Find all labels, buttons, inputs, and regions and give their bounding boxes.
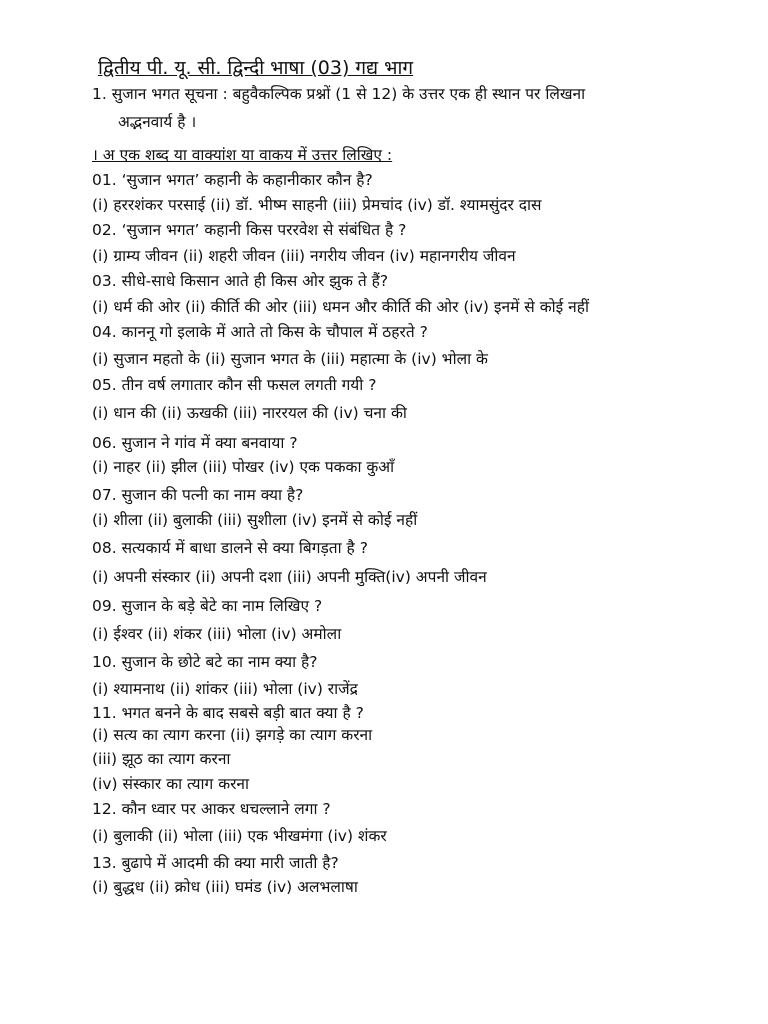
question-text: 07. सुजान की पत्नी का नाम क्या है? <box>92 486 304 504</box>
answer-options: (i) बुद्धध (ii) क्रोध (iii) घमंड (iv) अलभलाषा <box>92 878 358 896</box>
question-text: 12. कौन ध्वार पर आकर धचल्लाने लगा ? <box>92 800 331 818</box>
question-text: 04. काननू गो इलाके में आते तो किस के चौपाल में ठहरते ? <box>92 323 428 341</box>
answer-options: (i) शीला (ii) बुलाकी (iii) सुशीला (iv) इनमें से कोई नहीं <box>92 511 418 529</box>
answer-options: (i) धर्म की ओर (ii) कीर्ति की ओर (iii) धमन और कीर्ति की ओर (iv) इनमें से कोई नहीं <box>92 298 589 316</box>
answer-options: (i) सत्य का त्याग करना (ii) झगड़े का त्याग करना <box>92 726 373 744</box>
question-text: 08. सत्यकार्य में बाधा डालने से क्या बिगड़ता है ? <box>92 539 368 557</box>
answer-options: (i) अपनी संस्कार (ii) अपनी दशा (iii) अपनी मुक्ति(iv) अपनी जीवन <box>92 568 487 586</box>
question-text: 03. सीधे-साधे किसान आते ही किस ओर झुक ते हैं? <box>92 272 389 290</box>
question-text: 02. ‘सुजान भगत’ कहानी किस पररवेश से संबंधित है ? <box>92 221 407 239</box>
answer-options: (i) ईश्वर (ii) शंकर (iii) भोला (iv) अमोला <box>92 625 342 643</box>
question-text: 10. सुजान के छोटे बटे का नाम क्या है? <box>92 653 318 671</box>
instruction-line-2: अद्भनवार्य है । <box>118 113 197 131</box>
answer-options: (i) बुलाकी (ii) भोला (iii) एक भीखमंगा (iv) शंकर <box>92 827 387 845</box>
section-heading: । अ एक शब्द या वाक्यांश या वाकय में उत्तर लिखिए : <box>92 146 393 164</box>
question-text: 01. ‘सुजान भगत’ कहानी के कहानीकार कौन है? <box>92 171 373 189</box>
question-text: 11. भगत बनने के बाद सबसे बड़ी बात क्या है ? <box>92 704 364 722</box>
question-text: 06. सुजान ने गांव में क्या बनवाया ? <box>92 434 298 452</box>
question-text: 05. तीन वर्ष लगातार कौन सी फसल लगती गयी ? <box>92 376 377 394</box>
answer-options: (i) नाहर (ii) झील (iii) पोखर (iv) एक पकका कुआँ <box>92 458 395 476</box>
answer-options: (i) सुजान महतो के (ii) सुजान भगत के (iii) महात्मा के (iv) भोला के <box>92 350 488 368</box>
answer-options: (i) श्यामनाथ (ii) शांकर (iii) भोला (iv) राजेंद्र <box>92 680 358 698</box>
question-text: 09. सुजान के बड़े बेटे का नाम लिखिए ? <box>92 597 323 615</box>
answer-options: (i) ग्राम्य जीवन (ii) शहरी जीवन (iii) नगरीय जीवन (iv) महानगरीय जीवन <box>92 247 516 265</box>
answer-options: (iii) झूठ का त्याग करना <box>92 750 231 768</box>
page-title: द्वितीय पी. यू. सी. द्विन्दी भाषा (03) गद्य भाग <box>98 57 414 79</box>
answer-options: (i) धान की (ii) ऊखकी (iii) नाररयल की (iv) चना की <box>92 404 407 422</box>
answer-options: (iv) संस्कार का त्याग करना <box>92 775 250 793</box>
question-text: 13. बुढापे में आदमी की क्या मारी जाती है? <box>92 854 339 872</box>
instruction-line-1: 1. सुजान भगत सूचना : बहुवैकल्पिक प्रश्नों (1 से 12) के उत्तर एक ही स्थान पर लिखना <box>92 85 586 103</box>
answer-options: (i) हररशंकर परसाई (ii) डॉ. भीष्म साहनी (iii) प्रेमचांद (iv) डॉ. श्यामसुंदर दास <box>92 196 542 214</box>
